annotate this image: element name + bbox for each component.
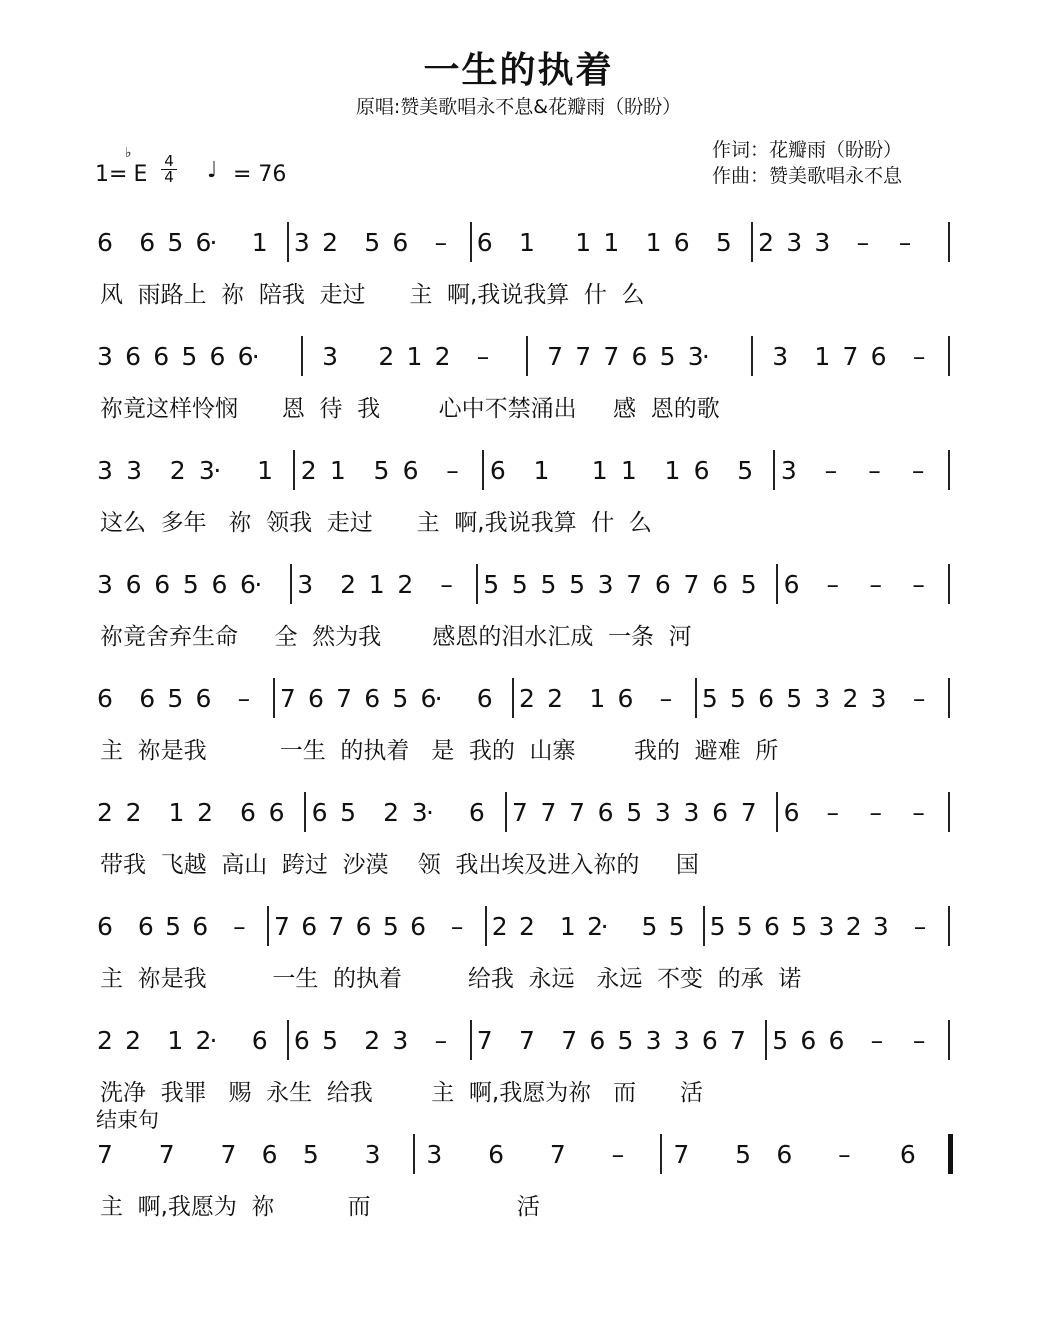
barline [695,678,697,718]
jianpu-note: 6 [364,684,381,713]
jianpu-note: 6 [476,228,493,257]
jianpu-note: 1 [368,570,385,599]
sustain-dash: – [446,456,459,485]
flat-sign: ♭ [125,145,132,161]
jianpu-note: 6 [308,684,324,713]
jianpu-note: 3 [814,684,831,713]
jianpu-note: 2 [519,912,535,941]
sustain-dash: – [434,228,448,257]
jianpu-note: 6 [237,342,254,371]
sustain-dash: – [434,1026,448,1055]
sustain-dash: – [826,798,840,827]
jianpu-note: 5 [540,570,557,599]
jianpu-note: 2 [587,912,603,941]
jianpu-note: 7 [626,570,643,599]
jianpu-note: 3 [814,228,831,257]
jianpu-note: 7 [569,798,585,827]
jianpu-note: 1 [533,456,550,485]
jianpu-note: 5 [772,1026,789,1055]
jianpu-note: 3 [293,228,310,257]
sustain-dash: – [869,570,882,599]
barline [948,336,950,376]
jianpu-note: 5 [322,1026,338,1055]
barline [703,906,705,946]
jianpu-note: 2 [125,798,142,827]
barline [476,564,478,604]
barline [287,1020,289,1060]
jianpu-note: 2 [125,1026,142,1055]
jianpu-note: 6 [776,1140,793,1169]
jianpu-note: 6 [476,684,493,713]
jianpu-note: 3 [392,1026,409,1055]
jianpu-note: 1 [620,456,637,485]
notes-line [0,228,1037,262]
barline [304,792,306,832]
jianpu-note: 2 [434,342,451,371]
jianpu-note: 1 [814,342,831,371]
jianpu-note: 3 [322,342,338,371]
jianpu-note: 6 [402,456,419,485]
jianpu-note: 6 [154,570,171,599]
jianpu-note: 2 [197,798,214,827]
barline [948,678,950,718]
jianpu-note: 7 [476,1026,493,1055]
dotted-note: · [209,1026,218,1055]
ending-label: 结束句 [96,1108,159,1132]
jianpu-note: 1 [645,228,662,257]
jianpu-note: 6 [899,1140,916,1169]
jianpu-note: 6 [701,1026,718,1055]
jianpu-note: 6 [783,570,800,599]
jianpu-note: 3 [654,798,671,827]
barline [273,678,275,718]
jianpu-note: 5 [730,684,746,713]
jianpu-note: 6 [268,798,285,827]
barline [301,336,303,376]
sustain-dash: – [824,456,838,485]
jianpu-note: 6 [617,684,634,713]
jianpu-note: 2 [519,684,535,713]
original-singer: 原唱:赞美歌唱永不息&花瓣雨（盼盼） [355,96,682,118]
jianpu-note: 6 [468,798,485,827]
jianpu-note: 6 [301,912,318,941]
jianpu-note: 6 [153,342,170,371]
sustain-dash: – [869,798,882,827]
jianpu-note: 6 [97,684,113,713]
jianpu-note: 3 [198,456,215,485]
barline [751,222,753,262]
jianpu-note: 2 [364,1026,381,1055]
jianpu-note: 2 [340,570,357,599]
jianpu-note: 6 [240,570,256,599]
barline [413,1134,415,1174]
jianpu-note: 5 [302,1140,319,1169]
lyricist: 作词：花瓣雨（盼盼） [712,139,903,161]
notes-line [0,1026,1037,1060]
jianpu-note: 3 [97,342,113,371]
composer: 作曲：赞美歌唱永不息 [712,165,903,187]
lyrics-text: 这么 多年 祢 领我 走过 主 啊,我说我算 什 么 [100,510,652,536]
jianpu-note: 5 [364,228,381,257]
jianpu-note: 3 [297,570,314,599]
jianpu-note: 7 [97,1140,113,1169]
jianpu-note: 3 [872,912,889,941]
jianpu-note: 5 [569,570,585,599]
jianpu-note: 7 [683,570,700,599]
barline [470,1020,472,1060]
jianpu-note: 3 [818,912,835,941]
quarter-note-icon: ♩ [207,158,218,183]
jianpu-note: 5 [626,798,643,827]
jianpu-note: 5 [709,912,726,941]
jianpu-note: 2 [491,912,508,941]
barline [660,1134,662,1174]
jianpu-note: 2 [842,684,859,713]
jianpu-note: 6 [355,912,372,941]
dotted-note: · [426,798,434,827]
final-barline [948,1134,953,1174]
jianpu-note: 1 [406,342,423,371]
jianpu-note: 5 [740,570,757,599]
jianpu-note: 3 [597,570,614,599]
sustain-dash: – [440,570,453,599]
jianpu-note: 7 [220,1140,237,1169]
lyrics-line [0,732,1037,762]
jianpu-note: 3 [870,684,887,713]
jianpu-note: 1 [575,228,592,257]
barline [287,222,289,262]
notes-line [0,342,1037,376]
jianpu-note: 6 [211,570,228,599]
jianpu-note: 1 [519,228,535,257]
jianpu-note: 1 [329,456,346,485]
barline [512,678,514,718]
jianpu-note: 2 [195,1026,212,1055]
key-base: 1= E [95,162,148,187]
barline [776,564,778,604]
barline [470,222,472,262]
sustain-dash: – [450,912,464,941]
jianpu-note: 1 [168,798,185,827]
jianpu-note: 5 [483,570,500,599]
jianpu-note: 5 [167,684,184,713]
jianpu-note: 2 [97,1026,113,1055]
jianpu-note: 3 [673,1026,690,1055]
jianpu-note: 7 [279,684,296,713]
jianpu-note: 7 [540,798,557,827]
lyrics-text: 主 祢是我 一生 的执着 是 我的 山寨 我的 避难 所 [100,738,779,764]
jianpu-note: 7 [549,1140,566,1169]
jianpu-note: 6 [261,1140,278,1169]
lyrics-line [0,504,1037,534]
jianpu-note: 6 [597,798,614,827]
jianpu-note: 6 [712,798,729,827]
sustain-dash: – [868,456,881,485]
sustain-dash: – [898,228,912,257]
jianpu-note: 2 [397,570,414,599]
jianpu-note: 3 [97,570,113,599]
lyrics-text: 洗净 我罪 赐 永生 给我 主 啊,我愿为祢 而 活 [100,1080,704,1106]
jianpu-note: 2 [845,912,862,941]
jianpu-note: 6 [251,1026,268,1055]
notes-line [0,798,1037,832]
jianpu-note: 1 [589,684,606,713]
dotted-note: · [254,570,263,599]
barline [290,564,292,604]
jianpu-note: 5 [668,912,685,941]
jianpu-note: 5 [735,1140,752,1169]
jianpu-note: 7 [336,684,353,713]
jianpu-note: 7 [158,1140,175,1169]
jianpu-note: 2 [383,798,399,827]
lyrics-line [0,390,1037,420]
lyrics-text: 祢竟舍弃生命 全 然为我 感恩的泪水汇成 一条 河 [100,624,692,650]
jianpu-note: 6 [392,228,409,257]
jianpu-note: 6 [97,912,113,941]
jianpu-note: 5 [715,228,732,257]
jianpu-note: 7 [511,798,528,827]
dotted-note: · [251,342,260,371]
jianpu-note: 5 [737,456,754,485]
barline [482,450,484,490]
lyrics-text: 主 祢是我 一生 的执着 给我 永远 永远 不变 的承 诺 [100,966,802,992]
sustain-dash: – [912,798,925,827]
jianpu-note: 7 [673,1140,690,1169]
jianpu-note: 6 [764,912,780,941]
jianpu-note: 2 [169,456,186,485]
sustain-dash: – [913,912,927,941]
notes-line [0,570,1037,604]
jianpu-note: 5 [373,456,390,485]
jianpu-note: 6 [654,570,671,599]
sustain-dash: – [911,456,925,485]
sustain-dash: – [838,1140,851,1169]
jianpu-note: 3 [683,798,700,827]
jianpu-note: 6 [137,912,154,941]
jianpu-note: 2 [378,342,395,371]
barline [485,906,487,946]
sustain-dash: – [476,342,490,371]
jianpu-note: 3 [772,342,789,371]
jianpu-note: 6 [589,1026,606,1055]
jianpu-note: 6 [712,570,729,599]
lyrics-line [0,1188,1037,1218]
jianpu-note: 6 [489,456,506,485]
jianpu-note: 5 [736,912,753,941]
time-signature: 4 4 [161,154,177,185]
sustain-dash: – [856,228,870,257]
sustain-dash: – [870,1026,884,1055]
notes-line [0,1140,1037,1174]
jianpu-note: 5 [617,1026,634,1055]
jianpu-note: 3 [687,342,704,371]
jianpu-note: 3 [364,1140,381,1169]
jianpu-note: 6 [828,1026,845,1055]
jianpu-note: 6 [192,912,209,941]
jianpu-note: 5 [791,912,808,941]
jianpu-note: 5 [659,342,676,371]
barline [948,906,950,946]
jianpu-note: 5 [701,684,718,713]
sustain-dash: – [659,684,673,713]
jianpu-note: 6 [195,228,212,257]
lyrics-line [0,276,1037,306]
barline [765,1020,767,1060]
barline [948,564,950,604]
jianpu-note: 1 [257,456,273,485]
dotted-note: · [434,684,443,713]
jianpu-note: 6 [870,342,887,371]
lyrics-line [0,846,1037,876]
barline [948,1020,950,1060]
jianpu-note: 1 [251,228,268,257]
jianpu-note: 7 [519,1026,535,1055]
barline [751,336,753,376]
jianpu-note: 6 [420,684,437,713]
jianpu-note: 3 [411,798,428,827]
jianpu-note: 6 [311,798,328,827]
jianpu-note: 6 [125,570,142,599]
barline [948,222,950,262]
barline [948,450,950,490]
sustain-dash: – [912,1026,926,1055]
sustain-dash: – [233,912,246,941]
jianpu-note: 1 [591,456,608,485]
jianpu-note: 3 [786,228,803,257]
jianpu-note: 3 [645,1026,662,1055]
jianpu-note: 6 [693,456,710,485]
jianpu-note: 5 [382,912,399,941]
jianpu-note: 5 [182,570,199,599]
notes-line [0,684,1037,718]
jianpu-note: 7 [547,342,564,371]
jianpu-note: 5 [340,798,357,827]
jianpu-note: 2 [97,798,113,827]
jianpu-note: 3 [426,1140,443,1169]
jianpu-note: 6 [97,228,113,257]
jianpu-note: 2 [547,684,564,713]
jianpu-note: 7 [575,342,592,371]
jianpu-note: 5 [511,570,528,599]
jianpu-note: 1 [167,1026,184,1055]
sustain-dash: – [912,570,925,599]
jianpu-note: 6 [139,228,156,257]
jianpu-note: 6 [783,798,800,827]
lyrics-text: 祢竟这样怜悯 恩 待 我 心中不禁涌出 感 恩的歌 [100,396,720,422]
jianpu-note: 2 [322,228,338,257]
jianpu-note: 6 [209,342,226,371]
barline [776,792,778,832]
notes-line [0,456,1037,490]
jianpu-note: 6 [631,342,648,371]
barline [526,336,528,376]
barline [948,792,950,832]
lyrics-line [0,618,1037,648]
jianpu-note: 5 [165,912,181,941]
dotted-note: · [600,912,609,941]
jianpu-note: 2 [758,228,775,257]
lyrics-text: 风 雨路上 祢 陪我 走过 主 啊,我说我算 什 么 [100,282,645,308]
jianpu-note: 6 [293,1026,310,1055]
lyrics-text: 带我 飞越 高山 跨过 沙漠 领 我出埃及进入祢的 国 [100,852,699,878]
barline [267,906,269,946]
dotted-note: · [209,228,218,257]
jianpu-note: 5 [641,912,658,941]
sustain-dash: – [912,342,926,371]
jianpu-note: 6 [139,684,156,713]
jianpu-note: 1 [559,912,576,941]
lyrics-line [0,960,1037,990]
jianpu-note: 5 [181,342,198,371]
jianpu-note: 6 [488,1140,505,1169]
jianpu-note: 1 [603,228,620,257]
jianpu-note: 6 [673,228,690,257]
dotted-note: · [213,456,222,485]
jianpu-note: 6 [125,342,142,371]
jianpu-note: 7 [842,342,859,371]
sustain-dash: – [237,684,251,713]
sustain-dash: – [912,684,926,713]
jianpu-note: 2 [300,456,317,485]
jianpu-note: 7 [273,912,290,941]
credits [712,137,902,189]
barline [505,792,507,832]
jianpu-note: 5 [392,684,409,713]
song-title: 一生的执着 [423,50,614,91]
barline [773,450,775,490]
jianpu-note: 6 [240,798,256,827]
jianpu-note: 6 [195,684,212,713]
sustain-dash: – [826,570,840,599]
lyrics-line [0,1074,1037,1104]
jianpu-note: 3 [126,456,142,485]
jianpu-note: 3 [97,456,113,485]
jianpu-note: 6 [800,1026,817,1055]
notes-line [0,912,1037,946]
jianpu-note: 7 [561,1026,578,1055]
jianpu-note: 6 [758,684,775,713]
jianpu-note: 7 [730,1026,746,1055]
sustain-dash: – [611,1140,625,1169]
jianpu-note: 1 [664,456,681,485]
jianpu-note: 3 [780,456,797,485]
jianpu-note: 7 [603,342,620,371]
jianpu-note: 7 [328,912,345,941]
tempo: = 76 [233,162,287,187]
dotted-note: · [701,342,710,371]
lyrics-text: 主 啊,我愿为 祢 而 活 [100,1194,540,1220]
jianpu-note: 5 [167,228,184,257]
jianpu-note: 5 [786,684,803,713]
jianpu-note: 6 [410,912,426,941]
jianpu-note: 7 [740,798,757,827]
barline [293,450,295,490]
